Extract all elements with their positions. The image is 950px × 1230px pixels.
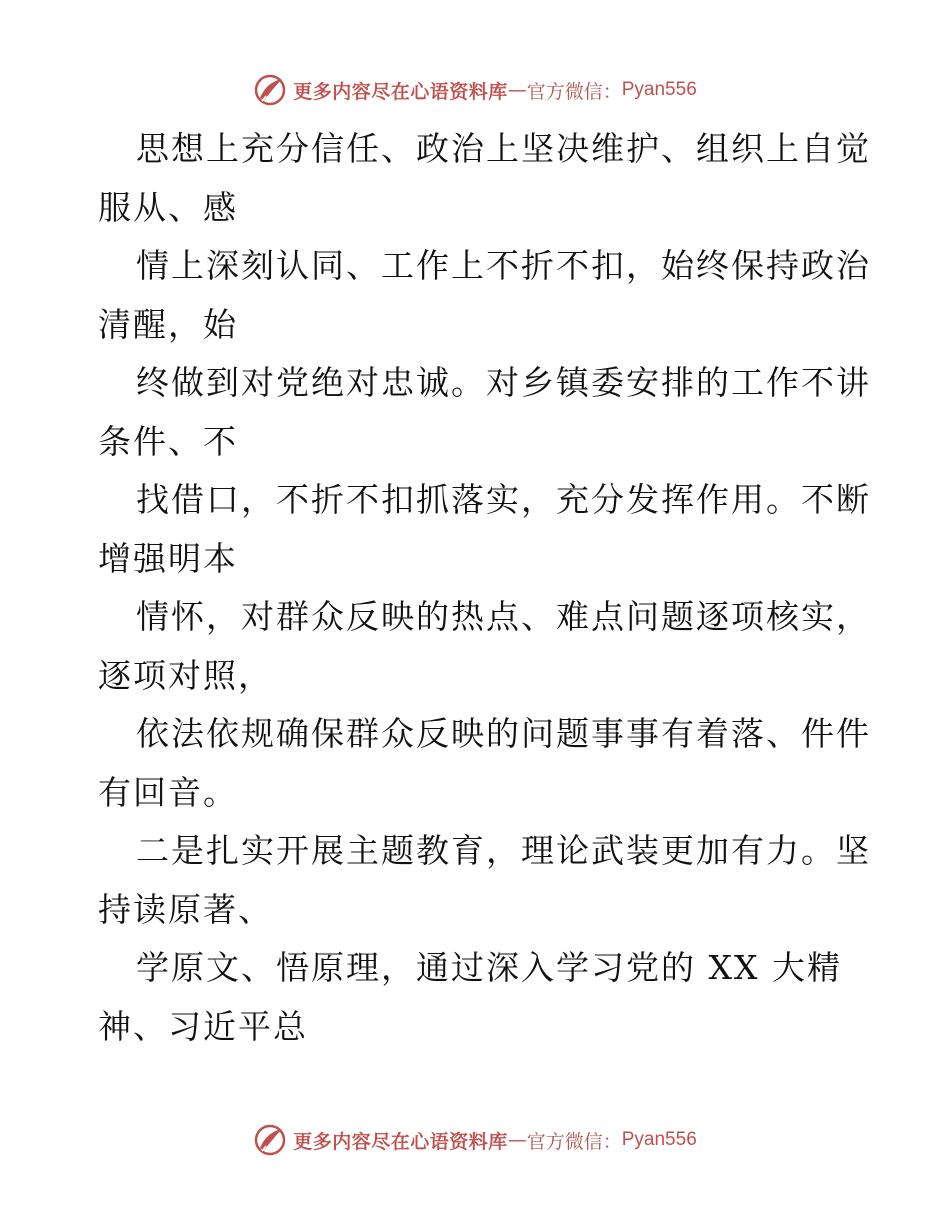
text-line: 增强明本 [98, 538, 238, 578]
watermark-site-name: 更多内容尽在心语资料库 [293, 80, 508, 103]
text-line: 找借口，不折不扣抓落实，充分发挥作用。不断 [136, 480, 871, 519]
text-line: 逐项对照， [98, 655, 273, 695]
watermark-separator: — [507, 1129, 527, 1151]
text-line: 服从、感 [98, 187, 238, 227]
text-line: 清醒，始 [98, 304, 238, 344]
document-body [98, 120, 871, 1056]
text-line: 条件、不 [98, 421, 238, 461]
text-line: 神、习近平总 [98, 1006, 308, 1046]
text-line: 依法依规确保群众反映的问题事事有着落、件件 [136, 714, 871, 753]
text-line: 持读原著、 [98, 889, 273, 929]
page-footer-watermark [0, 1122, 950, 1158]
text-line: 思想上充分信任、政治上坚决维护、组织上自觉 [136, 129, 871, 168]
text-line: 二是扎实开展主题教育，理论武装更加有力。坚 [136, 831, 871, 870]
watermark-label: 官方微信： [526, 1130, 622, 1153]
text-line: 情上深刻认同、工作上不折不扣，始终保持政治 [136, 246, 871, 285]
pen-logo-icon [253, 73, 287, 107]
watermark-wechat-id: Pyan556 [621, 1129, 697, 1150]
text-line: 有回音。 [98, 772, 238, 812]
page-header-watermark [0, 72, 950, 108]
watermark-site-name: 更多内容尽在心语资料库 [293, 1130, 508, 1153]
text-line: 学原文、悟原理，通过深入学习党的 XX 大精 [136, 948, 842, 987]
watermark-label: 官方微信： [526, 80, 622, 103]
pen-logo-icon [253, 1123, 287, 1157]
watermark-separator: — [507, 79, 527, 101]
text-line: 情怀，对群众反映的热点、难点问题逐项核实， [136, 597, 871, 636]
text-line: 终做到对党绝对忠诚。对乡镇委安排的工作不讲 [136, 363, 871, 402]
watermark-wechat-id: Pyan556 [621, 79, 697, 100]
